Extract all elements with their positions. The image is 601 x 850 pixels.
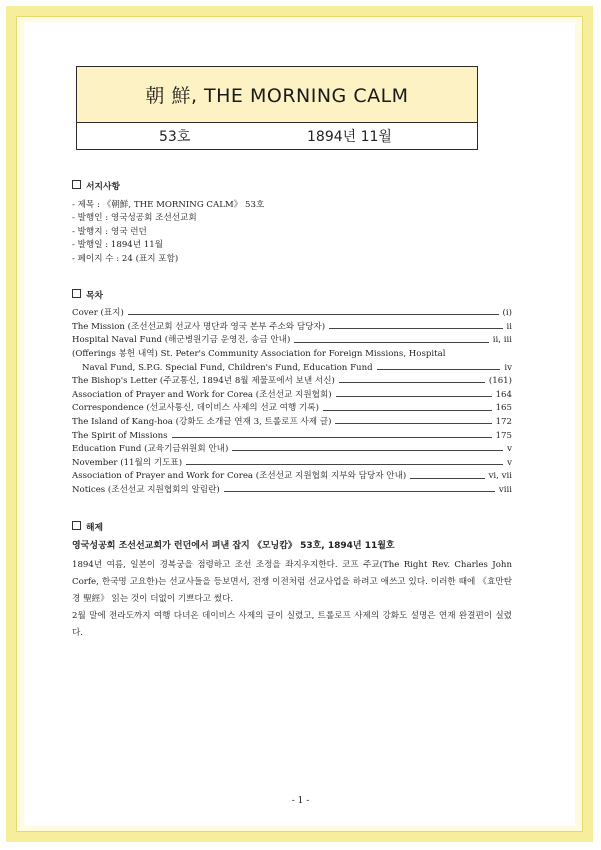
biblio-heading: 서지사항 [72,180,512,195]
biblio-item: - 제목 : 《朝鮮, THE MORNING CALM》 53호 [72,199,265,210]
biblio-item: - 발행인 : 영국성공회 조선선교회 [72,213,197,224]
issue-date: 1894년 11월 [307,129,392,145]
toc-entry: The Bishop's Letter (주교통신, 1894년 8월 제물포에서 보낸 서신) (161) [72,376,512,387]
toc-entry: The Island of Kang-hoa (강화도 소개글 연재 3, 트롤로프 사제 글) 172 [72,416,512,427]
toc-entry: Association of Prayer and Work for Corea (조선선교 지원협회) 164 [72,389,512,400]
toc-entry: November (11월의 기도표) v [72,457,512,468]
commentary-paragraph: 1894년 여름, 일본이 경복궁을 점령하고 조선 조정을 좌지우지한다. 코프 주교(The Right Rev. Charles John Corfe, 한국명 고요한)는 선교사들을 등보면서, 전쟁 이전처럼 선교사업을 하려고 애쓰고 있다. 이러한 때에 《효만탄경 聖經》 읽는 것이 더없이 기쁘다고 썼다. [72,559,512,604]
toc-entry: The Mission (조선선교회 선교사 명단과 영국 본부 주소와 담당자) ii [72,321,512,332]
checkbox-icon [72,180,81,189]
biblio-item: - 발행일 : 1894년 11월 [72,240,164,251]
biblio-item: - 페이지 수 : 24 (표지 포함) [72,253,179,264]
commentary-subtitle: 영국성공회 조선선교회가 런던에서 펴낸 잡지 《모닝캄》 53호, 1894년 11월호 [72,541,395,552]
issue-number: 53호 [159,129,191,145]
toc-entry: Cover (표지) (i) [72,308,512,319]
issue-row [77,123,477,149]
checkbox-icon [72,289,81,298]
toc-entry: Notices (조선선교 지원협회의 알림란) viii [72,484,512,495]
toc-heading: 목차 [72,289,512,304]
toc-entry: Naval Fund, S.P.G. Special Fund, Children's Fund, Education Fund iv [82,362,512,373]
toc-entry: Education Fund (교육기금위원회 안내) v [72,444,512,455]
document-body [72,180,512,642]
toc-list [72,307,512,497]
toc-entry: Hospital Naval Fund (해군병원기금 운영진, 송금 안내) ii, iii [72,335,512,346]
toc-entry: (Offerings 봉헌 내역) St. Peter's Community Association for Foreign Missions, Hospital [72,348,446,359]
biblio-item: - 발행지 : 영국 런던 [72,226,147,237]
commentary-heading: 해제 [72,521,512,536]
commentary-paragraph: 2월 말에 전라도까지 여행 다녀온 데이비스 사제의 글이 실렸고, 트롤로프 사제의 강화도 설명은 연재 완결편이 실렸다. [72,610,512,638]
page-number: - 1 - [291,796,310,806]
toc-entry: Correspondence (선교사통신, 데이비스 사제의 선교 여행 기록) 165 [72,403,512,414]
publication-title: 朝 鮮, THE MORNING CALM [77,67,477,123]
checkbox-icon [72,521,81,530]
toc-entry: The Spirit of Missions 175 [72,430,512,441]
biblio-list [72,199,512,267]
title-box [76,66,478,150]
toc-entry: Association of Prayer and Work for Corea (조선선교 지원협회 지부와 담당자 안내) vi, vii [72,471,512,482]
